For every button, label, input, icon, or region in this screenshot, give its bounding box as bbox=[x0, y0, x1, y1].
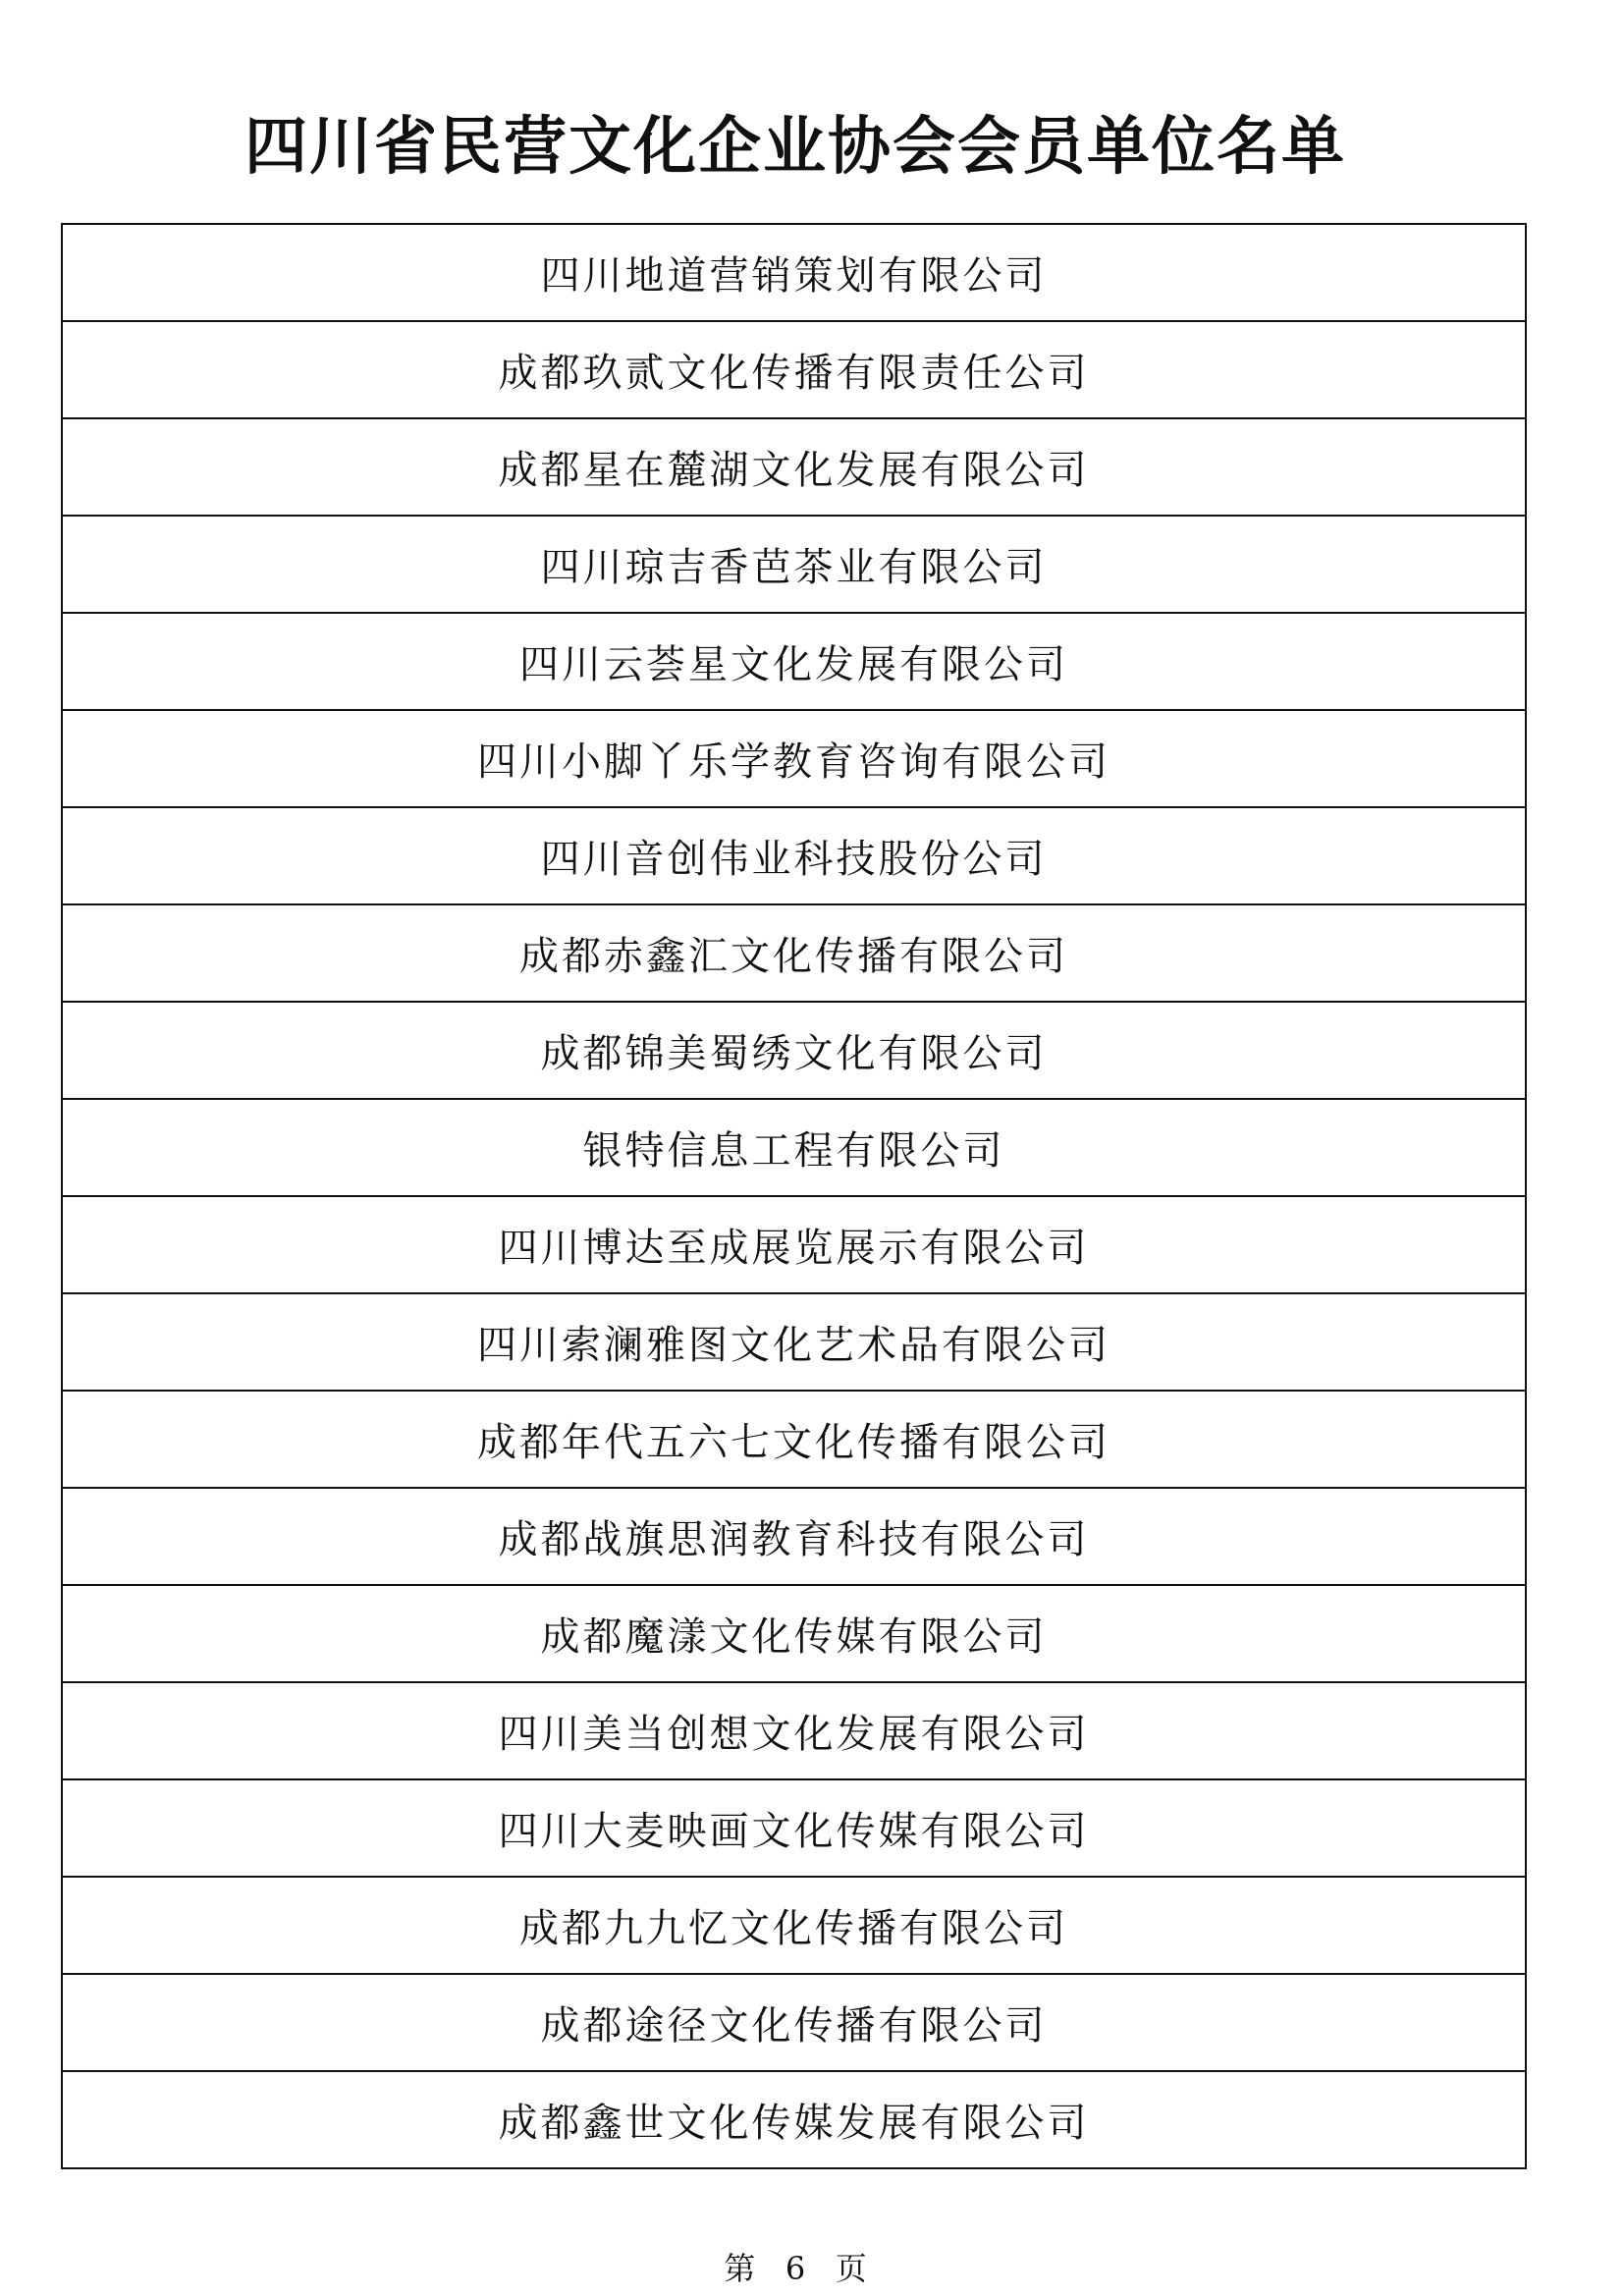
table-row bbox=[62, 1391, 1526, 1488]
member-name: 成都鑫世文化传媒发展有限公司 bbox=[62, 2071, 1526, 2168]
table-row bbox=[62, 1974, 1526, 2071]
member-name: 成都战旗思润教育科技有限公司 bbox=[62, 1488, 1526, 1585]
table-row bbox=[62, 224, 1526, 321]
table-row bbox=[62, 1196, 1526, 1293]
member-name: 成都锦美蜀绣文化有限公司 bbox=[62, 1002, 1526, 1099]
member-name: 成都玖贰文化传播有限责任公司 bbox=[62, 321, 1526, 418]
page-footer bbox=[0, 2249, 1591, 2288]
table-row bbox=[62, 1293, 1526, 1391]
member-name: 四川索澜雅图文化艺术品有限公司 bbox=[62, 1293, 1526, 1391]
member-name: 成都途径文化传播有限公司 bbox=[62, 1974, 1526, 2071]
table-row bbox=[62, 418, 1526, 516]
member-name: 四川音创伟业科技股份公司 bbox=[62, 807, 1526, 904]
member-name: 四川云荟星文化发展有限公司 bbox=[62, 613, 1526, 710]
member-name: 成都年代五六七文化传播有限公司 bbox=[62, 1391, 1526, 1488]
table-row bbox=[62, 1585, 1526, 1682]
table-row bbox=[62, 1779, 1526, 1877]
member-list-table bbox=[61, 223, 1527, 2169]
page-suffix: 页 bbox=[835, 2250, 867, 2287]
table-row bbox=[62, 516, 1526, 613]
member-name: 四川地道营销策划有限公司 bbox=[62, 224, 1526, 321]
member-name: 四川美当创想文化发展有限公司 bbox=[62, 1682, 1526, 1779]
document-title: 四川省民营文化企业协会会员单位名单 bbox=[244, 111, 1346, 184]
member-name: 成都星在麓湖文化发展有限公司 bbox=[62, 418, 1526, 516]
member-name: 银特信息工程有限公司 bbox=[62, 1099, 1526, 1196]
table-row bbox=[62, 1099, 1526, 1196]
member-name: 四川琼吉香芭茶业有限公司 bbox=[62, 516, 1526, 613]
member-name: 四川博达至成展览展示有限公司 bbox=[62, 1196, 1526, 1293]
member-name: 四川大麦映画文化传媒有限公司 bbox=[62, 1779, 1526, 1877]
table-row bbox=[62, 2071, 1526, 2168]
table-row bbox=[62, 613, 1526, 710]
table-row bbox=[62, 321, 1526, 418]
table-row bbox=[62, 1877, 1526, 1974]
member-name: 成都赤鑫汇文化传播有限公司 bbox=[62, 904, 1526, 1002]
member-name: 成都魔漾文化传媒有限公司 bbox=[62, 1585, 1526, 1682]
table-row bbox=[62, 1682, 1526, 1779]
table-row bbox=[62, 1002, 1526, 1099]
member-name: 四川小脚丫乐学教育咨询有限公司 bbox=[62, 710, 1526, 807]
page-number: 6 bbox=[785, 2250, 806, 2287]
table-row bbox=[62, 807, 1526, 904]
table-row bbox=[62, 1488, 1526, 1585]
member-name: 成都九九忆文化传播有限公司 bbox=[62, 1877, 1526, 1974]
table-row bbox=[62, 710, 1526, 807]
page-prefix: 第 bbox=[724, 2250, 756, 2287]
table-row bbox=[62, 904, 1526, 1002]
